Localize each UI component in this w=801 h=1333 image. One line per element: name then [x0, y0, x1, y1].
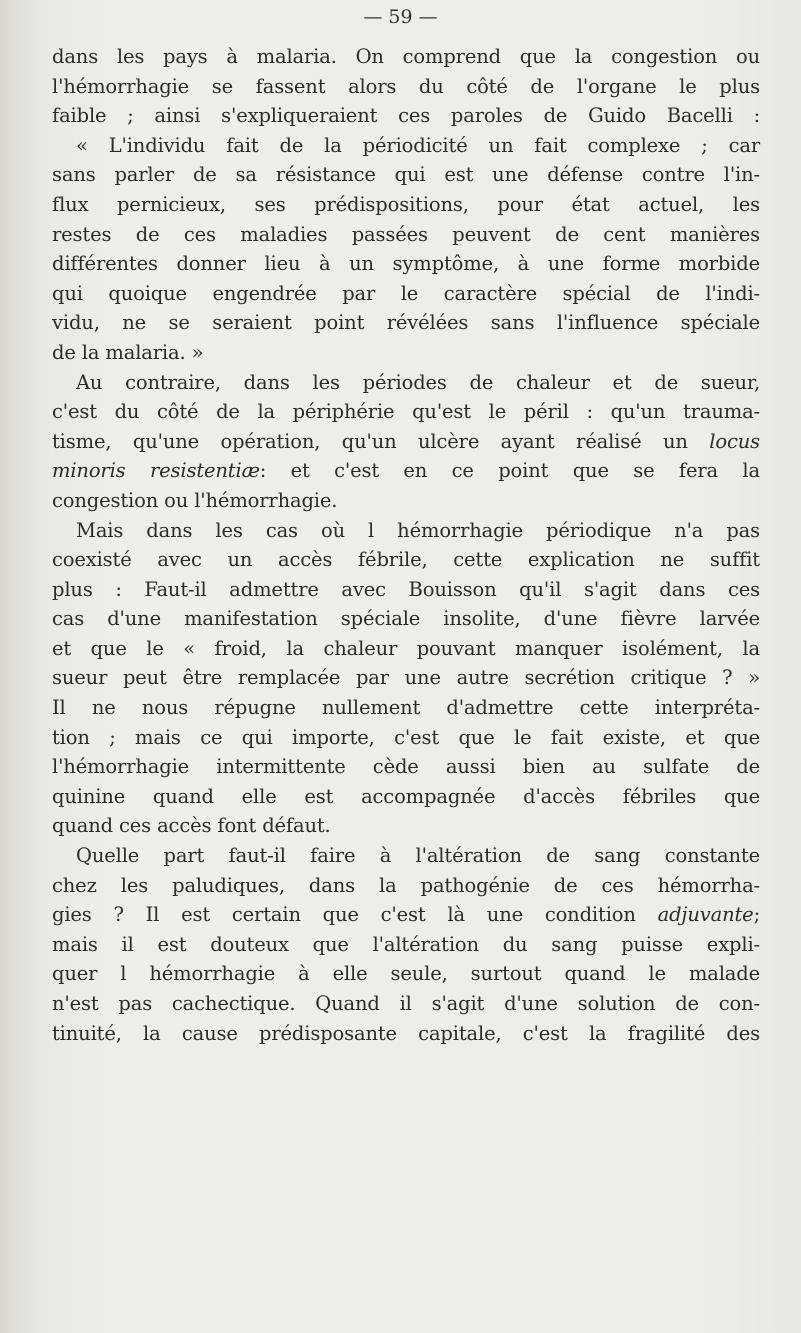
text-line: flux pernicieux, ses prédispositions, pour état actuel, les — [52, 192, 760, 216]
text-line: c'est du côté de la périphérie qu'est le péril : qu'un trauma- — [52, 400, 760, 424]
text-line: « L'individu fait de la périodicité un fait complexe ; car — [76, 133, 760, 157]
paragraph-4 — [52, 841, 760, 1048]
text-line: sueur peut être remplacée par une autre secrétion critique ? » — [52, 666, 760, 690]
text-line: l'hémorrhagie intermittente cède aussi bien au sulfate de — [52, 755, 760, 779]
text-line: et que le « froid, la chaleur pouvant manquer isolément, la — [52, 636, 760, 660]
paragraph-3 — [52, 516, 760, 842]
text-line: Quelle part faut-il faire à l'altération de sang constante — [76, 844, 760, 868]
text-line: Il ne nous répugne nullement d'admettre cette interpréta- — [52, 696, 760, 720]
text-line: tion ; mais ce qui importe, c'est que le fait existe, et que — [52, 725, 760, 749]
text-line: plus : Faut-il admettre avec Bouisson qu'il s'agit dans ces — [52, 577, 760, 601]
text-line — [52, 456, 760, 486]
italic-term: locus — [709, 429, 760, 453]
text-line: chez les paludiques, dans la pathogénie de ces hémorrha- — [52, 873, 760, 897]
italic-term: minoris resistentiæ — [52, 459, 260, 483]
text-fragment: : et c'est en ce point que se fera la — [259, 459, 760, 483]
text-line: quand ces accès font défaut. — [52, 814, 331, 838]
text-line: quer l hémorrhagie à elle seule, surtout quand le malade — [52, 962, 760, 986]
text-fragment: tisme, qu'une opération, qu'un ulcère ayant réalisé un — [52, 429, 688, 453]
text-line: qui quoique engendrée par le caractère spécial de l'indi- — [52, 281, 760, 305]
text-line: n'est pas cachectique. Quand il s'agit d'une solution de con- — [52, 992, 760, 1015]
text-fragment: ; — [753, 903, 760, 927]
italic-term: adjuvante — [657, 903, 754, 927]
text-line: mais il est douteux que l'altération du sang puisse expli- — [52, 932, 760, 956]
text-line: quinine quand elle est accompagnée d'accès fébriles que — [52, 784, 760, 808]
text-fragment: gies ? Il est certain que c'est là une condition — [52, 903, 636, 927]
text-line: congestion ou l'hémorrhagie. — [52, 488, 338, 512]
paragraph-2 — [52, 368, 760, 516]
text-line: sans parler de sa résistance qui est une défense contre l'in- — [52, 163, 760, 187]
text-line: tinuité, la cause prédisposante capitale, c'est la fragilité des — [52, 1021, 760, 1045]
text-line: faible ; ainsi s'expliqueraient ces paroles de Guido Bacelli : — [52, 104, 760, 128]
paragraph-1 — [52, 42, 760, 368]
text-line: Mais dans les cas où l hémorrhagie périodique n'a pas — [76, 518, 760, 542]
text-line: Au contraire, dans les périodes de chaleur et de sueur, — [76, 370, 760, 394]
text-line — [52, 427, 760, 457]
text-line: de la malaria. » — [52, 340, 204, 364]
text-line: coexisté avec un accès fébrile, cette explication ne suffit — [52, 548, 760, 572]
text-line: différentes donner lieu à un symptôme, à une forme morbide — [52, 252, 760, 276]
text-line: vidu, ne se seraient point révélées sans l'influence spéciale — [52, 311, 760, 335]
page-number: — 59 — — [363, 6, 438, 28]
text-line: restes de ces maladies passées peuvent de cent manières — [52, 222, 760, 246]
text-line: dans les pays à malaria. On comprend que la congestion ou — [52, 45, 760, 68]
text-line — [52, 900, 760, 930]
text-line: l'hémorrhagie se fassent alors du côté de l'organe le plus — [52, 74, 760, 98]
body-text — [52, 42, 760, 1048]
text-line: cas d'une manifestation spéciale insolite, d'une fièvre larvée — [52, 607, 760, 631]
